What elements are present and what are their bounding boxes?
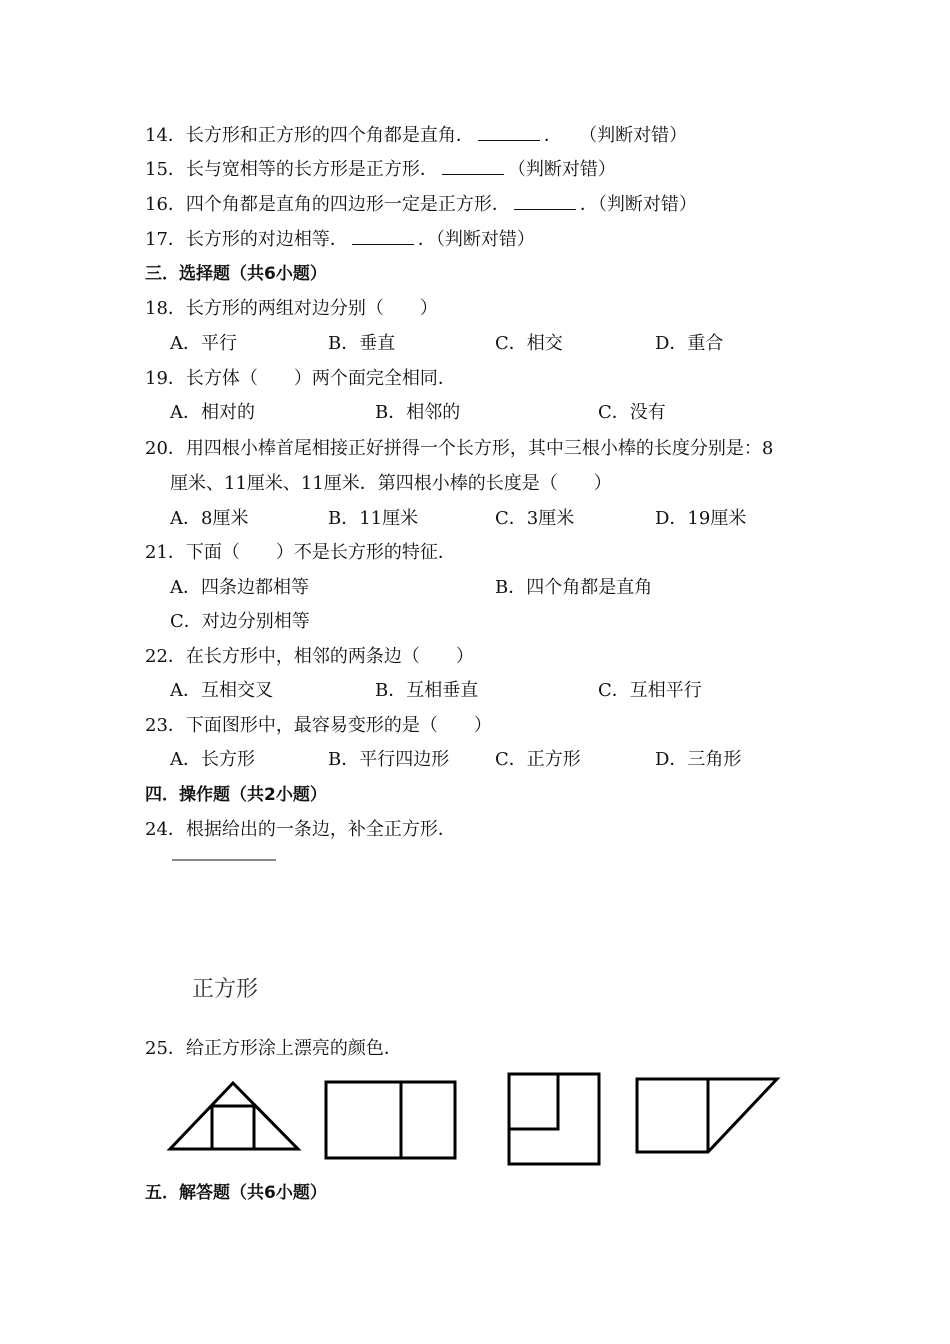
q21-option-a[interactable]: A．四条边都相等 (170, 577, 309, 598)
punctuation: ． (417, 229, 436, 250)
triangle-with-square-figure[interactable] (168, 1080, 302, 1152)
square-l-shape-figure[interactable] (507, 1072, 602, 1166)
q20-option-d[interactable]: D．19厘米 (655, 508, 747, 529)
given-side-line (170, 855, 280, 865)
q23-option-b[interactable]: B．平行四边形 (328, 749, 450, 770)
question-22-stem: 22．在长方形中，相邻的两条边（ ） (145, 646, 474, 667)
question-number: 16． (145, 194, 186, 215)
question-text: 长方形的对边相等． (185, 229, 348, 250)
q23-option-a[interactable]: A．长方形 (170, 749, 255, 770)
question-14 (145, 124, 687, 148)
q18-option-c[interactable]: C．相交 (495, 333, 563, 354)
section-3-title: 三．选择题（共6小题） (145, 264, 327, 284)
punctuation: ． (543, 125, 562, 146)
answer-blank[interactable] (442, 158, 504, 175)
punctuation: ． (579, 194, 598, 215)
question-17 (145, 228, 535, 252)
q18-option-a[interactable]: A．平行 (170, 333, 237, 354)
q20-option-a[interactable]: A．8厘米 (170, 508, 249, 529)
q19-option-b[interactable]: B．相邻的 (375, 402, 461, 423)
question-24-stem: 24．根据给出的一条边，补全正方形． (145, 819, 456, 840)
question-15 (145, 158, 616, 182)
rectangle-split-figure[interactable] (324, 1080, 458, 1160)
q23-option-d[interactable]: D．三角形 (655, 749, 742, 770)
q21-option-c[interactable]: C．对边分别相等 (170, 611, 310, 632)
question-25-stem: 25．给正方形涂上漂亮的颜色． (145, 1038, 402, 1059)
question-21-stem: 21．下面（ ）不是长方形的特征． (145, 542, 456, 563)
section-4-title: 四．操作题（共2小题） (145, 785, 327, 805)
question-tag: （判断对错） (579, 125, 688, 146)
q21-option-b[interactable]: B．四个角都是直角 (495, 577, 653, 598)
question-18-stem: 18．长方形的两组对边分别（ ） (145, 298, 438, 319)
q22-option-b[interactable]: B．互相垂直 (375, 680, 479, 701)
q23-option-c[interactable]: C．正方形 (495, 749, 581, 770)
question-20-stem-line1: 20．用四根小棒首尾相接正好拼得一个长方形，其中三根小棒的长度分别是：8 (145, 438, 774, 459)
question-text: 四个角都是直角的四边形一定是正方形． (185, 194, 510, 215)
question-text: 长与宽相等的长方形是正方形． (185, 159, 438, 180)
question-text: 长方形和正方形的四个角都是直角． (185, 125, 474, 146)
q20-option-c[interactable]: C．3厘米 (495, 508, 575, 529)
q19-option-a[interactable]: A．相对的 (170, 402, 255, 423)
question-16 (145, 193, 697, 217)
q20-option-b[interactable]: B．11厘米 (328, 508, 419, 529)
answer-blank[interactable] (478, 124, 540, 141)
question-number: 14． (145, 125, 186, 146)
q18-option-b[interactable]: B．垂直 (328, 333, 396, 354)
figure-label: 正方形 (192, 977, 259, 1002)
question-number: 17． (145, 229, 186, 250)
question-tag: （判断对错） (435, 229, 535, 250)
question-20-stem-line2: 厘米、11厘米、11厘米．第四根小棒的长度是（ ） (170, 473, 612, 494)
square-with-triangle-figure[interactable] (635, 1077, 781, 1155)
section-5-title: 五．解答题（共6小题） (145, 1183, 327, 1203)
q19-option-c[interactable]: C．没有 (598, 402, 666, 423)
answer-blank[interactable] (514, 193, 576, 210)
question-23-stem: 23．下面图形中，最容易变形的是（ ） (145, 715, 492, 736)
answer-blank[interactable] (352, 228, 414, 245)
q22-option-a[interactable]: A．互相交叉 (170, 680, 273, 701)
q18-option-d[interactable]: D．重合 (655, 333, 724, 354)
question-number: 15． (145, 159, 186, 180)
question-tag: （判断对错） (507, 159, 616, 180)
question-19-stem: 19．长方体（ ）两个面完全相同． (145, 368, 456, 389)
question-tag: （判断对错） (597, 194, 697, 215)
q22-option-c[interactable]: C．互相平行 (598, 680, 702, 701)
